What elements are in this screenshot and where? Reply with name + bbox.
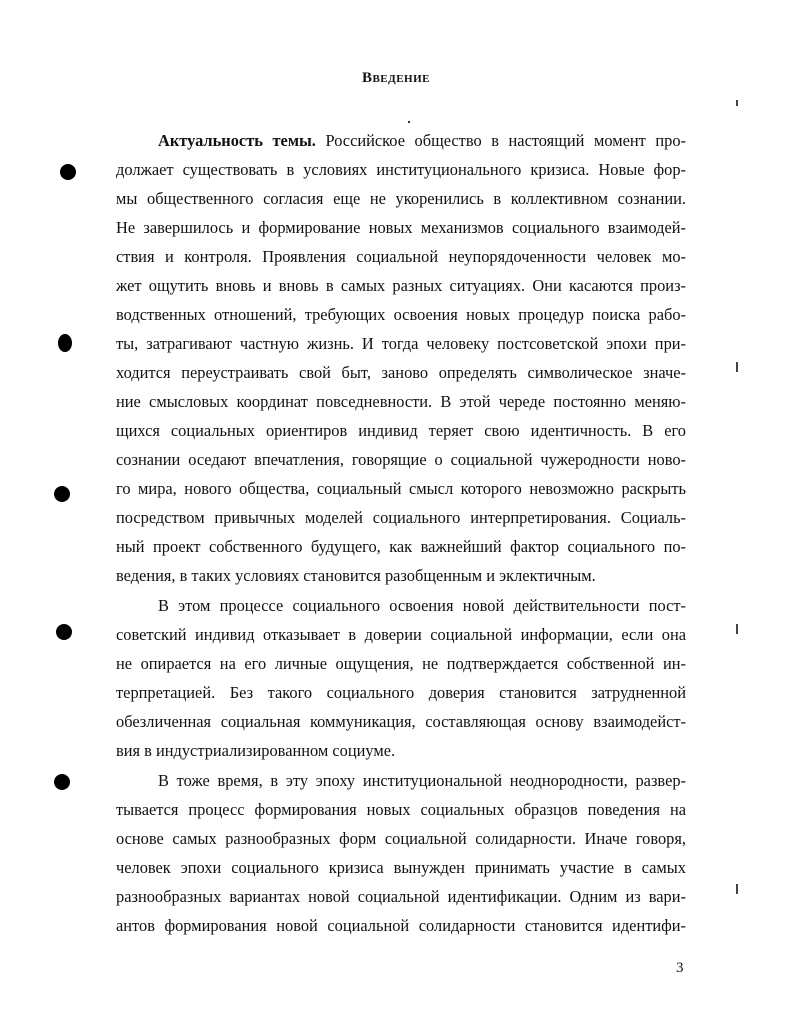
text-line: основе самых разнообразных форм социальной солидарности. Иначе говоря, [116,829,686,848]
text-line: не опирается на его личные ощущения, не подтверждается собственной ин- [116,654,686,673]
page-title: Введение [361,70,431,86]
text-line-content: Российское общество в настоящий момент про- [325,131,686,150]
text-line: водственных отношений, требующих освоения новых процедур поиска рабо- [116,305,686,324]
text-line: антов формирования новой социальной солидарности становится идентифи- [116,916,686,935]
binding-hole [56,624,72,640]
text-line: посредством привычных моделей социального интерпретирования. Социаль- [116,508,686,527]
text-line: жет ощутить вновь и вновь в самых разных ситуациях. Они касаются произ- [116,276,686,295]
text-line: Не завершилось и формирование новых механизмов социального взаимодей- [116,218,686,237]
text-line: терпретацией. Без такого социального доверия становится затрудненной [116,683,686,702]
text-line: ный проект собственного будущего, как важнейший фактор социального по- [116,537,686,556]
text-line: В тоже время, в эту эпоху институциональной неоднородности, развер- [158,771,686,790]
binding-hole [54,774,70,790]
text-line: обезличенная социальная коммуникация, составляющая основу взаимодейст- [116,712,686,731]
scan-speck [408,121,410,123]
text-line: человек эпохи социального кризиса вынужден принимать участие в самых [116,858,686,877]
scan-mark [736,100,738,106]
text-line: мы общественного согласия еще не укоренились в коллективном сознании. [116,189,686,208]
text-line: вия в индустриализированном социуме. [116,741,396,760]
text-line: должает существовать в условиях институционального кризиса. Новые фор- [116,160,686,179]
text-line: тывается процесс формирования новых социальных образцов поведения на [116,800,686,819]
lead-heading: Актуальность темы. [158,131,316,150]
text-line: ствия и контроля. Проявления социальной неупорядоченности человек мо- [116,247,686,266]
text-line: го мира, нового общества, социальный смысл которого невозможно раскрыть [116,479,686,498]
text-line [158,131,686,151]
text-line: советский индивид отказывает в доверии социальной информации, если она [116,625,686,644]
scan-mark [736,884,738,894]
text-line: В этом процессе социального освоения новой действительности пост- [158,596,686,615]
text-line: щихся социальных ориентиров индивид теряет свою идентичность. В его [116,421,686,440]
text-line: ты, затрагивают частную жизнь. И тогда человеку постсоветской эпохи при- [116,334,686,353]
scan-mark [736,624,738,634]
binding-hole [54,486,70,502]
binding-hole [58,334,72,352]
text-line: сознании оседают впечатления, говорящие о социальной чужеродности ново- [116,450,686,469]
text-line: разнообразных вариантах новой социальной идентификации. Одним из вари- [116,887,686,906]
text-line: ние смысловых координат повседневности. В этой череде постоянно меняю- [116,392,686,411]
page-number: 3 [676,960,684,976]
binding-hole [60,164,76,180]
scan-mark [736,362,738,372]
text-line: ведения, в таких условиях становится разобщенным и эклектичным. [116,566,596,585]
text-line: ходится переустраивать свой быт, заново определять символическое значе- [116,363,686,382]
